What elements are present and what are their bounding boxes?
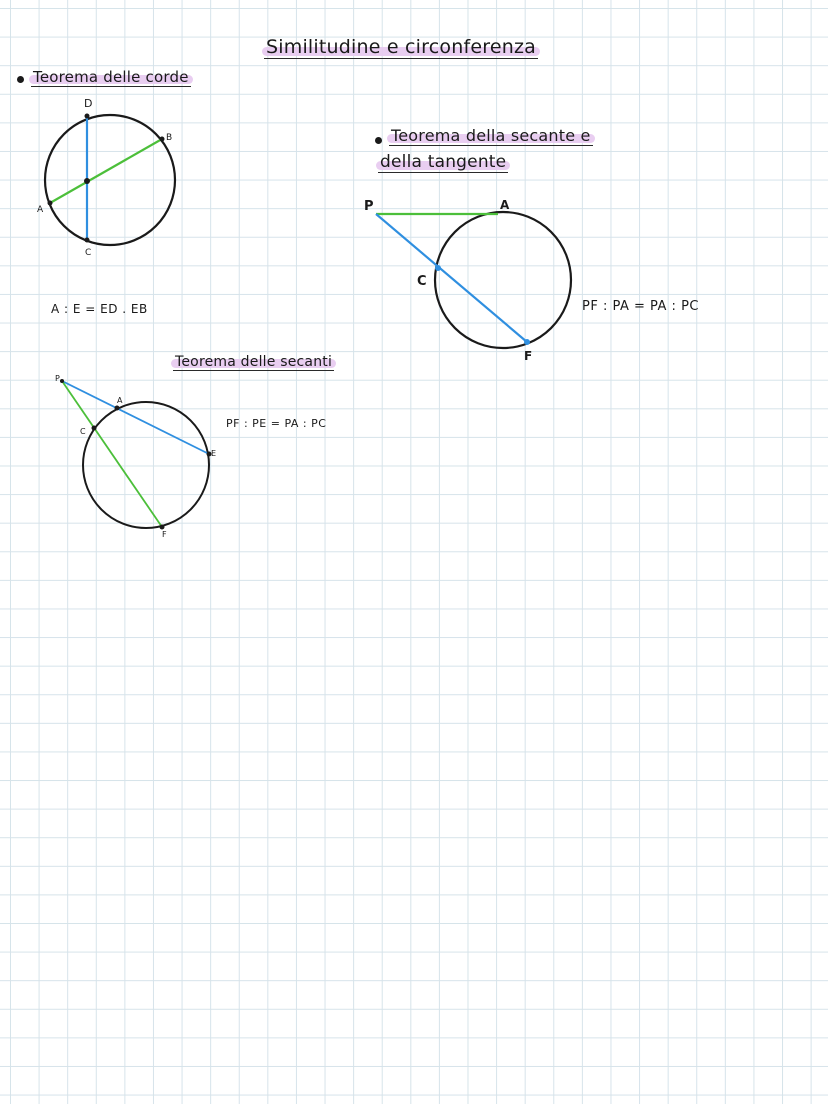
secants-heading-underline	[173, 370, 334, 372]
label-p: P	[364, 199, 374, 214]
secant-tangent-diagram	[364, 198, 571, 363]
point-c	[92, 426, 97, 431]
point-p	[60, 379, 64, 383]
label-c: C	[85, 248, 92, 258]
label-a: A	[37, 205, 44, 215]
point-b	[160, 137, 165, 142]
secant-tangent-heading-line1: Teorema della secante e	[391, 126, 591, 145]
label-c: C	[417, 274, 427, 289]
chords-heading: Teorema delle corde	[33, 68, 189, 86]
label-p: P	[55, 374, 60, 383]
page-title: Similitudine e circonferenza	[266, 36, 536, 58]
label-f: F	[524, 349, 533, 363]
label-a: A	[117, 396, 123, 405]
label-c: C	[80, 427, 86, 436]
secants-formula: PF : PE = PA : PC	[226, 417, 327, 430]
point-e	[84, 178, 90, 184]
label-b: B	[166, 133, 173, 143]
chords-circle	[45, 115, 175, 245]
secants-diagram	[55, 374, 216, 539]
label-e: E	[211, 449, 217, 458]
point-a	[115, 406, 120, 411]
secant-tangent-heading-underline	[389, 145, 593, 147]
chords-diagram	[37, 97, 175, 258]
point-f	[524, 339, 530, 345]
secant-tangent-heading-underline	[378, 172, 508, 174]
label-a: A	[500, 198, 510, 212]
chord-ab	[50, 139, 162, 203]
secants-heading: Teorema delle secanti	[175, 354, 332, 370]
point-d	[85, 114, 90, 119]
label-f: F	[162, 530, 167, 539]
secant-tangent-formula: PF : PA = PA : PC	[582, 299, 699, 314]
point-c	[435, 265, 441, 271]
secant-tangent-heading-line2: della tangente	[380, 152, 506, 172]
chords-formula: A : E = ED . EB	[51, 302, 148, 316]
title-underline	[264, 58, 538, 60]
point-a	[48, 201, 53, 206]
label-d: D	[84, 97, 93, 110]
point-c	[85, 238, 90, 243]
secants-circle	[83, 402, 209, 528]
chords-heading-underline	[31, 86, 191, 88]
point-f	[160, 525, 165, 530]
